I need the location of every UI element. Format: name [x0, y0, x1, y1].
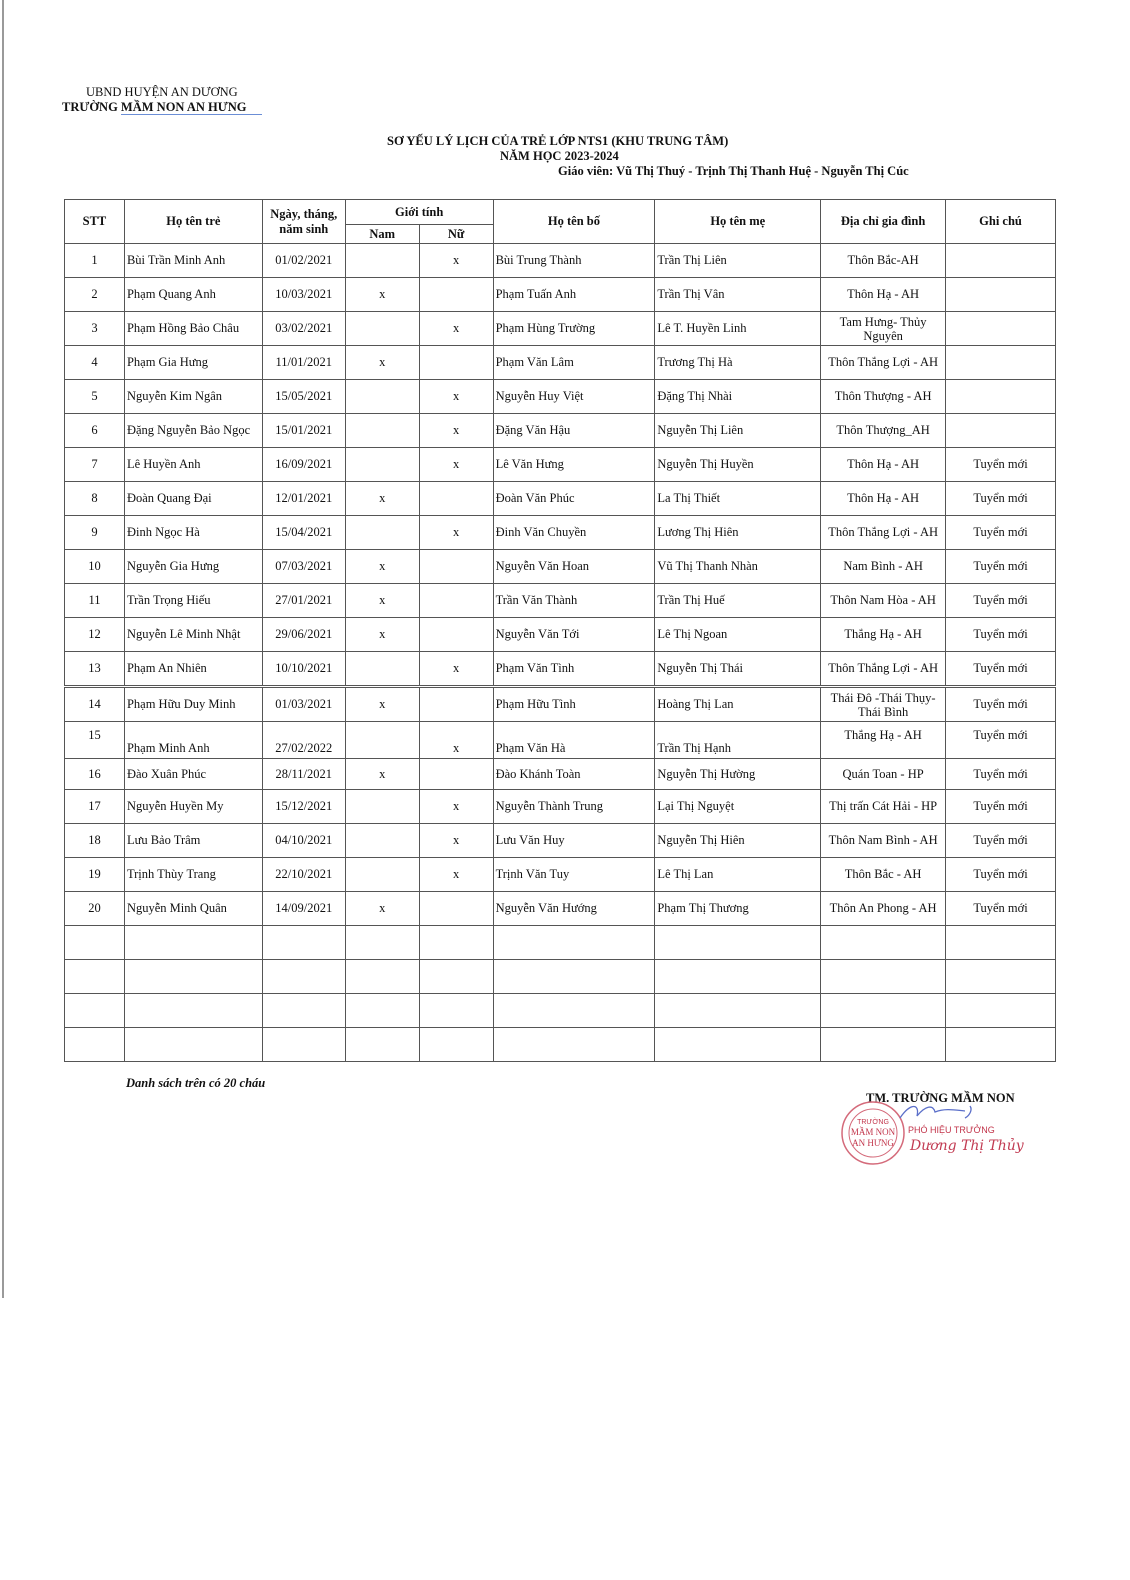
- cell-female: x: [419, 414, 493, 448]
- cell-child-name: Trịnh Thùy Trang: [124, 858, 262, 892]
- cell-male: [345, 312, 419, 346]
- cell-father: Nguyễn Văn Hoan: [493, 550, 655, 584]
- cell-child-name: Đinh Ngọc Hà: [124, 516, 262, 550]
- cell-address: Tam Hưng- Thủy Nguyên: [821, 312, 946, 346]
- cell-stt: 16: [65, 759, 125, 790]
- table-row: [65, 858, 1056, 892]
- cell-address: Thôn Thắng Lợi - AH: [821, 652, 946, 687]
- cell-address: Thôn Thượng - AH: [821, 380, 946, 414]
- empty-cell: [124, 994, 262, 1028]
- cell-note: [946, 346, 1056, 380]
- cell-male: x: [345, 618, 419, 652]
- cell-female: [419, 892, 493, 926]
- cell-address: Nam Bình - AH: [821, 550, 946, 584]
- cell-mother: Hoàng Thị Lan: [655, 687, 821, 722]
- cell-male: [345, 722, 419, 759]
- empty-cell: [493, 926, 655, 960]
- cell-male: [345, 790, 419, 824]
- empty-cell: [65, 994, 125, 1028]
- cell-note: Tuyển mới: [946, 790, 1056, 824]
- cell-address: Thôn Thắng Lợi - AH: [821, 346, 946, 380]
- empty-cell: [946, 926, 1056, 960]
- cell-stt: 13: [65, 652, 125, 687]
- empty-cell: [493, 960, 655, 994]
- cell-male: [345, 244, 419, 278]
- cell-child-name: Phạm An Nhiên: [124, 652, 262, 687]
- header-gender: Giới tính: [345, 200, 493, 225]
- cell-child-name: Nguyễn Huyền My: [124, 790, 262, 824]
- empty-cell: [821, 926, 946, 960]
- cell-address: Thôn Thắng Lợi - AH: [821, 516, 946, 550]
- cell-father: Bùi Trung Thành: [493, 244, 655, 278]
- cell-dob: 01/02/2021: [262, 244, 345, 278]
- cell-male: [345, 414, 419, 448]
- cell-female: x: [419, 380, 493, 414]
- empty-cell: [419, 960, 493, 994]
- cell-male: x: [345, 759, 419, 790]
- cell-stt: 5: [65, 380, 125, 414]
- cell-mother: Nguyễn Thị Hường: [655, 759, 821, 790]
- cell-female: [419, 618, 493, 652]
- cell-father: Nguyễn Thành Trung: [493, 790, 655, 824]
- cell-stt: 18: [65, 824, 125, 858]
- empty-cell: [419, 1028, 493, 1062]
- empty-cell: [124, 1028, 262, 1062]
- empty-cell: [946, 1028, 1056, 1062]
- cell-mother: Trần Thị Hạnh: [655, 722, 821, 759]
- cell-mother: Lê T. Huyền Linh: [655, 312, 821, 346]
- document-title: [360, 134, 940, 179]
- empty-cell: [124, 926, 262, 960]
- cell-father: Đinh Văn Chuyền: [493, 516, 655, 550]
- cell-male: [345, 824, 419, 858]
- cell-note: Tuyển mới: [946, 550, 1056, 584]
- empty-cell: [946, 960, 1056, 994]
- cell-dob: 15/05/2021: [262, 380, 345, 414]
- empty-cell: [65, 1028, 125, 1062]
- table-row: [65, 722, 1056, 759]
- cell-father: Phạm Văn Tình: [493, 652, 655, 687]
- cell-father: Nguyễn Văn Hướng: [493, 892, 655, 926]
- empty-cell: [821, 994, 946, 1028]
- cell-mother: Lê Thị Ngoan: [655, 618, 821, 652]
- empty-cell: [262, 960, 345, 994]
- cell-note: Tuyển mới: [946, 584, 1056, 618]
- table-row: [65, 482, 1056, 516]
- cell-male: x: [345, 687, 419, 722]
- cell-dob: 15/01/2021: [262, 414, 345, 448]
- cell-note: [946, 380, 1056, 414]
- table-row: [65, 824, 1056, 858]
- cell-father: Lê Văn Hưng: [493, 448, 655, 482]
- table-row: [65, 584, 1056, 618]
- title-line: SƠ YẾU LÝ LỊCH CỦA TRẺ LỚP NTS1 (KHU TRUNG TÂM): [387, 134, 729, 148]
- cell-address: Thôn Hạ - AH: [821, 448, 946, 482]
- cell-mother: Nguyễn Thị Hiên: [655, 824, 821, 858]
- cell-stt: 20: [65, 892, 125, 926]
- signature-scribble-icon: [895, 1098, 995, 1128]
- cell-note: Tuyển mới: [946, 652, 1056, 687]
- cell-stt: 7: [65, 448, 125, 482]
- table-row: [65, 790, 1056, 824]
- cell-child-name: Phạm Hữu Duy Minh: [124, 687, 262, 722]
- cell-child-name: Trần Trọng Hiếu: [124, 584, 262, 618]
- empty-table-row: [65, 926, 1056, 960]
- header-dob: Ngày, tháng, năm sinh: [262, 200, 345, 244]
- cell-male: [345, 380, 419, 414]
- cell-mother: Trần Thị Vân: [655, 278, 821, 312]
- cell-mother: Lại Thị Nguyệt: [655, 790, 821, 824]
- cell-stt: 10: [65, 550, 125, 584]
- cell-address: Thôn Nam Bình - AH: [821, 824, 946, 858]
- cell-female: [419, 687, 493, 722]
- cell-note: Tuyển mới: [946, 858, 1056, 892]
- cell-note: [946, 244, 1056, 278]
- cell-address: Thái Đô -Thái Thụy- Thái Bình: [821, 687, 946, 722]
- cell-female: x: [419, 722, 493, 759]
- cell-note: [946, 312, 1056, 346]
- cell-address: Thôn An Phong - AH: [821, 892, 946, 926]
- school-name-underlined: MẦM NON AN HƯNG: [121, 100, 263, 115]
- table-row: [65, 278, 1056, 312]
- cell-female: [419, 550, 493, 584]
- cell-note: Tuyển mới: [946, 687, 1056, 722]
- cell-female: [419, 346, 493, 380]
- cell-male: x: [345, 550, 419, 584]
- cell-note: Tuyển mới: [946, 448, 1056, 482]
- cell-dob: 03/02/2021: [262, 312, 345, 346]
- cell-child-name: Đặng Nguyễn Bảo Ngọc: [124, 414, 262, 448]
- cell-father: Phạm Hữu Tình: [493, 687, 655, 722]
- empty-cell: [821, 960, 946, 994]
- empty-cell: [419, 994, 493, 1028]
- cell-father: Phạm Văn Hà: [493, 722, 655, 759]
- cell-dob: 15/04/2021: [262, 516, 345, 550]
- student-roster-table: [64, 199, 1056, 1062]
- page-edge-line: [2, 0, 4, 1298]
- cell-stt: 12: [65, 618, 125, 652]
- empty-cell: [493, 994, 655, 1028]
- cell-address: Thôn Nam Hòa - AH: [821, 584, 946, 618]
- cell-child-name: Đoàn Quang Đại: [124, 482, 262, 516]
- cell-stt: 2: [65, 278, 125, 312]
- cell-male: x: [345, 584, 419, 618]
- cell-mother: Trần Thị Liên: [655, 244, 821, 278]
- empty-cell: [262, 926, 345, 960]
- cell-stt: 4: [65, 346, 125, 380]
- empty-cell: [345, 960, 419, 994]
- cell-note: Tuyển mới: [946, 618, 1056, 652]
- cell-female: x: [419, 244, 493, 278]
- table-row: [65, 652, 1056, 687]
- empty-cell: [655, 994, 821, 1028]
- cell-father: Nguyễn Huy Việt: [493, 380, 655, 414]
- header-note: Ghi chú: [946, 200, 1056, 244]
- table-row: [65, 448, 1056, 482]
- stamp-line-3: AN HƯNG: [852, 1138, 894, 1148]
- cell-mother: Phạm Thị Thương: [655, 892, 821, 926]
- cell-father: Trần Văn Thành: [493, 584, 655, 618]
- teachers-line: Giáo viên: Vũ Thị Thuý - Trịnh Thị Thanh Huệ - Nguyễn Thị Cúc: [558, 164, 909, 178]
- cell-female: [419, 584, 493, 618]
- cell-father: Trịnh Văn Tuy: [493, 858, 655, 892]
- table-row: [65, 380, 1056, 414]
- empty-cell: [262, 994, 345, 1028]
- table-row: [65, 244, 1056, 278]
- cell-female: [419, 482, 493, 516]
- cell-child-name: Nguyễn Minh Quân: [124, 892, 262, 926]
- cell-dob: 10/10/2021: [262, 652, 345, 687]
- cell-male: [345, 858, 419, 892]
- signer-name: Dương Thị Thủy: [910, 1138, 1024, 1154]
- cell-child-name: Phạm Gia Hưng: [124, 346, 262, 380]
- header-female: Nữ: [419, 225, 493, 244]
- cell-child-name: Lê Huyền Anh: [124, 448, 262, 482]
- empty-cell: [345, 926, 419, 960]
- header-address: Địa chỉ gia đình: [821, 200, 946, 244]
- cell-female: x: [419, 652, 493, 687]
- cell-note: Tuyển mới: [946, 892, 1056, 926]
- cell-dob: 07/03/2021: [262, 550, 345, 584]
- cell-father: Đào Khánh Toàn: [493, 759, 655, 790]
- cell-mother: Đặng Thị Nhài: [655, 380, 821, 414]
- cell-child-name: Nguyễn Kim Ngân: [124, 380, 262, 414]
- table-row: [65, 759, 1056, 790]
- cell-mother: Trương Thị Hà: [655, 346, 821, 380]
- table-row: [65, 892, 1056, 926]
- cell-stt: 17: [65, 790, 125, 824]
- cell-address: Thắng Hạ - AH: [821, 618, 946, 652]
- school-year: NĂM HỌC 2023-2024: [500, 149, 619, 163]
- cell-female: x: [419, 448, 493, 482]
- cell-note: Tuyển mới: [946, 482, 1056, 516]
- cell-father: Đoàn Văn Phúc: [493, 482, 655, 516]
- cell-stt: 9: [65, 516, 125, 550]
- cell-female: [419, 759, 493, 790]
- cell-father: Lưu Văn Huy: [493, 824, 655, 858]
- cell-father: Đặng Văn Hậu: [493, 414, 655, 448]
- cell-stt: 3: [65, 312, 125, 346]
- empty-cell: [946, 994, 1056, 1028]
- cell-dob: 10/03/2021: [262, 278, 345, 312]
- cell-mother: La Thị Thiết: [655, 482, 821, 516]
- table-row: [65, 618, 1056, 652]
- cell-child-name: Lưu Bảo Trâm: [124, 824, 262, 858]
- cell-stt: 8: [65, 482, 125, 516]
- cell-male: [345, 516, 419, 550]
- empty-cell: [124, 960, 262, 994]
- cell-note: Tuyển mới: [946, 759, 1056, 790]
- cell-dob: 14/09/2021: [262, 892, 345, 926]
- cell-child-name: Phạm Hồng Bảo Châu: [124, 312, 262, 346]
- signer-role: PHÓ HIỆU TRƯỞNG: [908, 1125, 995, 1135]
- cell-mother: Lương Thị Hiên: [655, 516, 821, 550]
- cell-dob: 28/11/2021: [262, 759, 345, 790]
- cell-father: Phạm Hùng Trường: [493, 312, 655, 346]
- table-row: [65, 312, 1056, 346]
- cell-stt: 19: [65, 858, 125, 892]
- cell-child-name: Bùi Trần Minh Anh: [124, 244, 262, 278]
- cell-dob: 16/09/2021: [262, 448, 345, 482]
- cell-note: [946, 414, 1056, 448]
- table-row: [65, 550, 1056, 584]
- empty-cell: [655, 926, 821, 960]
- cell-father: Phạm Văn Lâm: [493, 346, 655, 380]
- district-name: UBND HUYỆN AN DƯƠNG: [86, 85, 238, 99]
- cell-child-name: Nguyễn Gia Hưng: [124, 550, 262, 584]
- roster-body: [65, 244, 1056, 1062]
- empty-table-row: [65, 1028, 1056, 1062]
- table-row: [65, 687, 1056, 722]
- header-male: Nam: [345, 225, 419, 244]
- empty-cell: [65, 926, 125, 960]
- cell-address: Thôn Hạ - AH: [821, 482, 946, 516]
- cell-father: Phạm Tuấn Anh: [493, 278, 655, 312]
- cell-address: Quán Toan - HP: [821, 759, 946, 790]
- signature-title: TM. TRƯỜNG MẦM NON: [866, 1091, 1015, 1105]
- cell-male: x: [345, 346, 419, 380]
- cell-note: Tuyển mới: [946, 722, 1056, 759]
- cell-child-name: Phạm Minh Anh: [124, 722, 262, 759]
- summary-note: Danh sách trên có 20 cháu: [126, 1076, 266, 1090]
- cell-note: [946, 278, 1056, 312]
- cell-dob: 01/03/2021: [262, 687, 345, 722]
- empty-cell: [345, 1028, 419, 1062]
- cell-stt: 6: [65, 414, 125, 448]
- stamp-line-1: TRƯỜNG: [857, 1119, 889, 1126]
- cell-female: x: [419, 516, 493, 550]
- cell-male: [345, 652, 419, 687]
- cell-mother: Lê Thị Lan: [655, 858, 821, 892]
- cell-mother: Vũ Thị Thanh Nhàn: [655, 550, 821, 584]
- empty-cell: [655, 1028, 821, 1062]
- cell-female: x: [419, 790, 493, 824]
- cell-child-name: Nguyễn Lê Minh Nhật: [124, 618, 262, 652]
- empty-cell: [655, 960, 821, 994]
- cell-stt: 15: [65, 722, 125, 759]
- cell-female: [419, 278, 493, 312]
- empty-cell: [821, 1028, 946, 1062]
- cell-dob: 04/10/2021: [262, 824, 345, 858]
- header-stt: STT: [65, 200, 125, 244]
- cell-address: Thôn Bắc-AH: [821, 244, 946, 278]
- cell-address: Thôn Thượng_AH: [821, 414, 946, 448]
- cell-father: Nguyễn Văn Tới: [493, 618, 655, 652]
- empty-cell: [262, 1028, 345, 1062]
- cell-child-name: Phạm Quang Anh: [124, 278, 262, 312]
- table-row: [65, 346, 1056, 380]
- cell-dob: 27/01/2021: [262, 584, 345, 618]
- cell-stt: 14: [65, 687, 125, 722]
- empty-table-row: [65, 994, 1056, 1028]
- cell-address: Thắng Hạ - AH: [821, 722, 946, 759]
- table-row: [65, 516, 1056, 550]
- empty-cell: [419, 926, 493, 960]
- cell-address: Thôn Hạ - AH: [821, 278, 946, 312]
- cell-address: Thôn Bắc - AH: [821, 858, 946, 892]
- cell-mother: Trần Thị Huế: [655, 584, 821, 618]
- empty-cell: [493, 1028, 655, 1062]
- cell-female: x: [419, 824, 493, 858]
- empty-cell: [65, 960, 125, 994]
- stamp-line-2: MẦM NON: [850, 1127, 896, 1137]
- header-father: Họ tên bố: [493, 200, 655, 244]
- cell-male: x: [345, 892, 419, 926]
- cell-dob: 15/12/2021: [262, 790, 345, 824]
- cell-male: x: [345, 278, 419, 312]
- cell-stt: 11: [65, 584, 125, 618]
- empty-table-row: [65, 960, 1056, 994]
- cell-male: x: [345, 482, 419, 516]
- cell-female: x: [419, 312, 493, 346]
- cell-dob: 11/01/2021: [262, 346, 345, 380]
- cell-stt: 1: [65, 244, 125, 278]
- empty-cell: [345, 994, 419, 1028]
- cell-mother: Nguyễn Thị Huyền: [655, 448, 821, 482]
- school-name: TRƯỜNG MẦM NON AN HƯNG: [62, 100, 262, 115]
- cell-dob: 22/10/2021: [262, 858, 345, 892]
- cell-dob: 29/06/2021: [262, 618, 345, 652]
- cell-address: Thị trấn Cát Hải - HP: [821, 790, 946, 824]
- organization-header: [62, 85, 262, 115]
- header-mother: Họ tên mẹ: [655, 200, 821, 244]
- cell-dob: 27/02/2022: [262, 722, 345, 759]
- cell-male: [345, 448, 419, 482]
- cell-child-name: Đào Xuân Phúc: [124, 759, 262, 790]
- cell-note: Tuyển mới: [946, 516, 1056, 550]
- cell-mother: Nguyễn Thị Liên: [655, 414, 821, 448]
- cell-female: x: [419, 858, 493, 892]
- cell-note: Tuyển mới: [946, 824, 1056, 858]
- header-child-name: Họ tên trẻ: [124, 200, 262, 244]
- cell-mother: Nguyễn Thị Thái: [655, 652, 821, 687]
- table-row: [65, 414, 1056, 448]
- cell-dob: 12/01/2021: [262, 482, 345, 516]
